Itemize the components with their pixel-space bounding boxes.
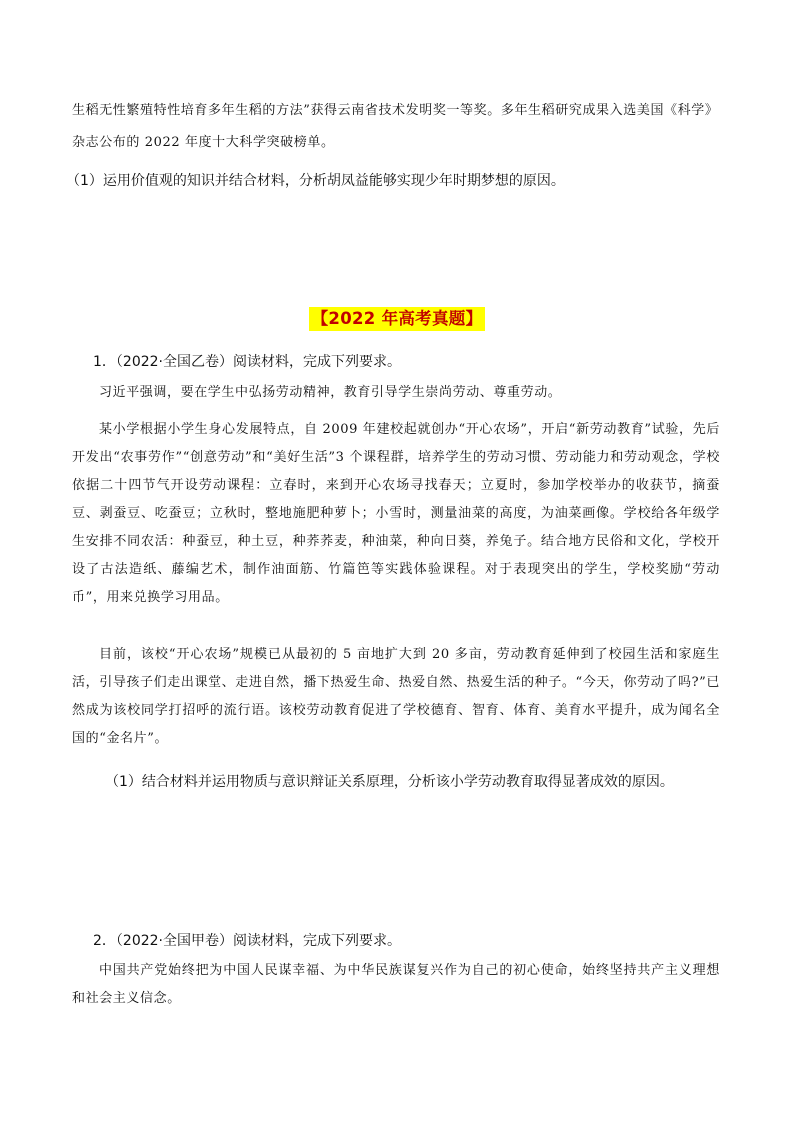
question-2-paragraph-1: 中国共产党始终把为中国人民谋幸福、为中华民族谋复兴作为自己的初心使命，始终坚持共产主义理想和社会主义信念。 xyxy=(72,963,720,1006)
intro-text-line-1: 生稻无性繁殖特性培育多年生稻的方法”获得云南省技术发明奖一等奖。多年生稻研究成果入选美国《科学》 xyxy=(72,103,719,118)
question-1-paragraph-1: 习近平强调，要在学生中弘扬劳动精神，教育引导学生崇尚劳动、尊重劳动。 xyxy=(99,385,562,400)
intro-question-1: （1）运用价值观的知识并结合材料，分析胡凤益能够实现少年时期梦想的原因。 xyxy=(66,173,565,189)
question-1-paragraph-2: 某小学根据小学生身心发展特点，自 2009 年建校起就创办“开心农场”，开启“新劳动教育”试验，先后开发出“农事劳作”“创意劳动”和“美好生活”3 个课程群，培养学生的劳动习惯、劳动能力和劳动观念，学校依据二十四节气开设劳动课程：立春时，来到开心农场寻找春天；立夏时，参加学校举办的收获节，摘蚕豆、剥蚕豆、吃蚕豆；立秋时，整地施肥种萝卜；小雪时，测量油菜的高度，为油菜画像。学校给各年级学生安排不同农活：种蚕豆，种土豆，种荞荞麦，种油菜，种向日葵，养兔子。结合地方民俗和文化，学校开设了古法造纸、藤编艺术，制作油面筋、竹篇笆等实践体验课程。对于表现突出的学生，学校奖励“劳动币”，用来兑换学习用品。 xyxy=(72,422,720,605)
question-1-header: 1．（2022·全国乙卷）阅读材料，完成下列要求。 xyxy=(93,354,401,370)
intro-text-line-2: 杂志公布的 2022 年度十大科学突破榜单。 xyxy=(72,135,335,150)
question-1-paragraph-3: 目前，该校“开心农场”规模已从最初的 5 亩地扩大到 20 多亩，劳动教育延伸到了校园生活和家庭生活，引导孩子们走出课堂、走进自然，播下热爱生命、热爱自然、热爱生活的种子。“今天，你劳动了吗?”已然成为该校同学打招呼的流行语。该校劳动教育促进了学校德育、智育、体育、美育水平提升，成为闻名全国的“金名片”。 xyxy=(72,647,720,746)
question-2-header: 2．（2022·全国甲卷）阅读材料，完成下列要求。 xyxy=(93,933,401,949)
question-1-subquestion-1: （1）结合材料并运用物质与意识辩证关系原理，分析该小学劳动教育取得显著成效的原因。 xyxy=(105,774,674,790)
section-title: 【2022 年高考真题】 xyxy=(309,307,486,331)
section-heading xyxy=(0,307,794,331)
